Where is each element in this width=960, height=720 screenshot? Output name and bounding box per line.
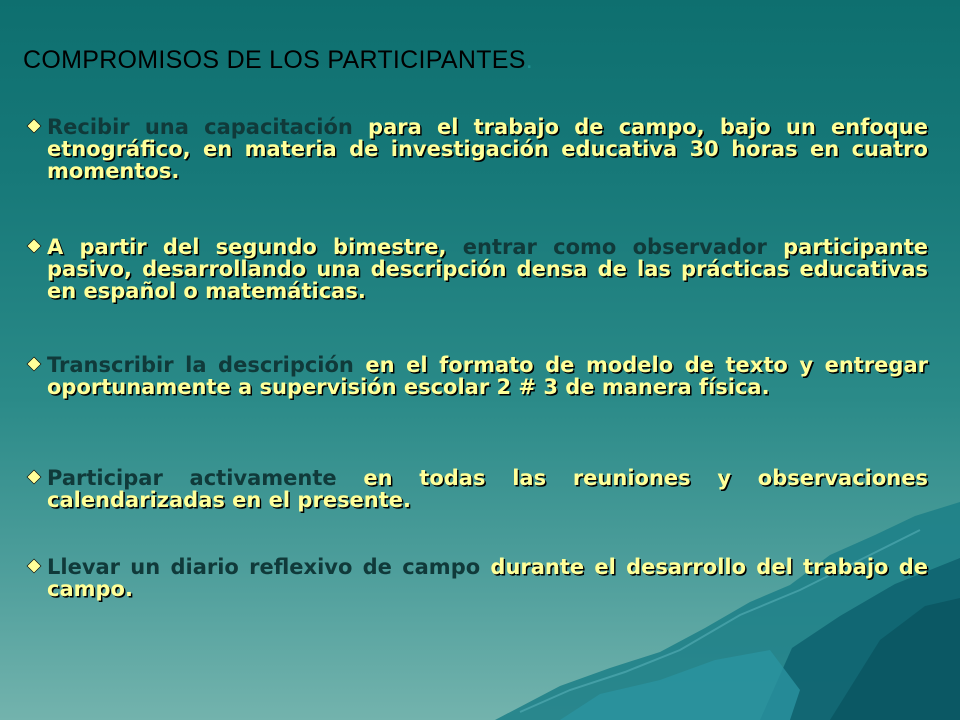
bullet-text-part: durante el desarrollo del trabajo de campo.: [47, 555, 928, 601]
bullet-text-part: Llevar un diario reflexivo de campo: [47, 555, 491, 579]
bullet-text-part: en todas las reuniones y observaciones calendarizadas en el presente.: [47, 466, 928, 512]
bullet-text-part: A partir del segundo bimestre,: [47, 235, 447, 259]
diamond-bullet-icon: [26, 118, 42, 134]
bullet-text-part: participante pasivo, desarrollando una descripción densa de las prácticas educativas en español o matemáticas.: [47, 235, 928, 303]
bullet-text-part: Participar activamente: [47, 466, 364, 490]
bullet-text-part: Transcribir la descripción: [47, 353, 366, 377]
bullet-text-part: para el trabajo de campo, bajo un enfoque etnográfico, en materia de investigación educativa 30 horas en cuatro momentos.: [47, 115, 928, 183]
bullet-text-part: en el formato de modelo de texto y entregar oportunamente a supervisión escolar 2 # 3 de manera física.: [47, 353, 928, 399]
diamond-bullet-icon: [26, 469, 42, 485]
bullet-item-observador: [18, 236, 928, 302]
diamond-bullet-icon: [26, 558, 42, 574]
bullet-text-part: Recibir una capacitación: [47, 115, 369, 139]
slide-title-suffix: .: [525, 46, 533, 74]
bullet-item-participar: [18, 467, 928, 511]
bullet-text: [47, 556, 928, 600]
bullet-text-part: entrar como observador: [446, 235, 784, 259]
bullet-text: [47, 236, 928, 302]
bullet-item-diario: [18, 556, 928, 600]
bullet-text: [47, 354, 928, 398]
bullet-item-transcribir: [18, 354, 928, 398]
bullet-text: [47, 116, 928, 182]
diamond-bullet-icon: [26, 356, 42, 372]
diamond-bullet-icon: [26, 238, 42, 254]
bullet-text: [47, 467, 928, 511]
slide-title-text: COMPROMISOS DE LOS PARTICIPANTES: [23, 46, 526, 74]
slide-title: [23, 46, 533, 75]
bullet-item-capacitacion: [18, 116, 928, 182]
